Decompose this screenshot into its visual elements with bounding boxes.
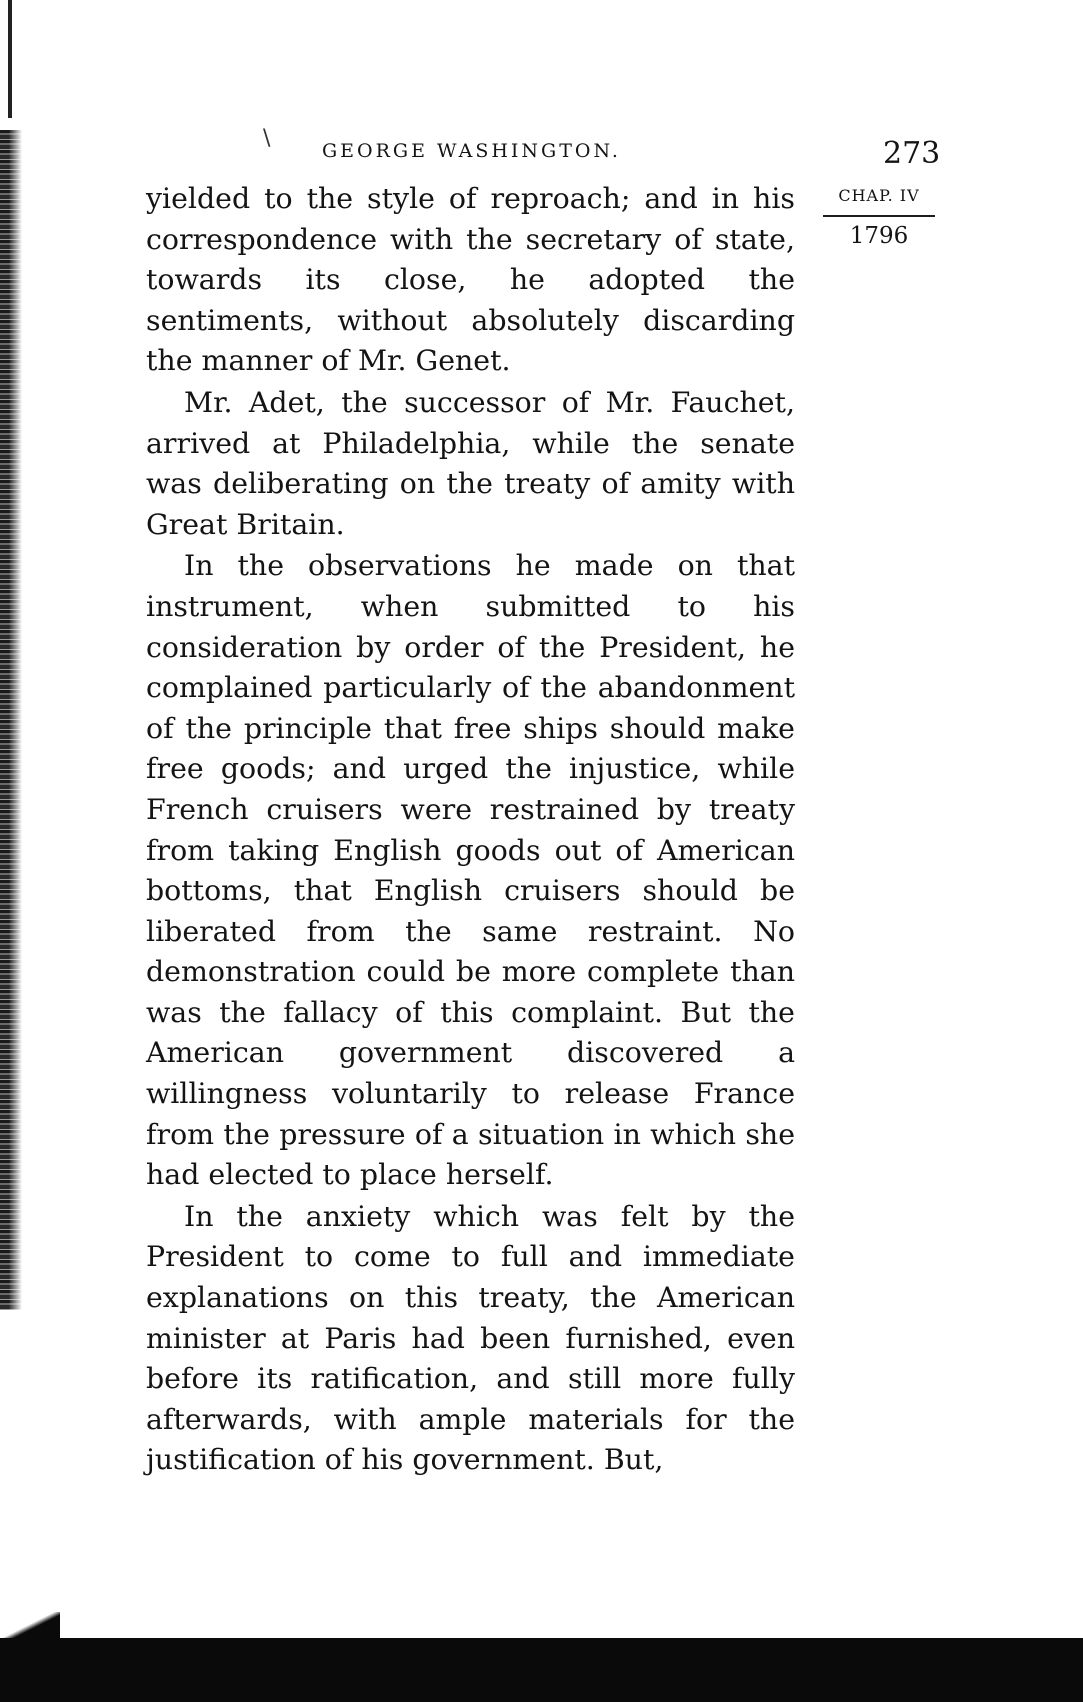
scan-bottom-edge xyxy=(0,1638,1083,1702)
stray-mark: \ xyxy=(263,126,271,151)
margin-note xyxy=(823,186,935,249)
body-text xyxy=(146,179,795,1481)
chapter-label: CHAP. IV xyxy=(838,186,920,205)
binding-edge-top xyxy=(8,0,12,118)
paragraph: yielded to the style of reproach; and in his correspondence with the secretary of state, towards its close, he adopted the sentiments, without absolutely discarding the manner of Mr. Genet. xyxy=(146,182,795,378)
running-head xyxy=(147,136,947,176)
paragraph: In the anxiety which was felt by the President to come to full and immediate explanations on this treaty, the American minister at Paris had been furnished, even before its ratification, and still more fully afterwards, with ample materials for the justification of his government. But, xyxy=(146,1199,795,1477)
running-title: GEORGE WASHINGTON. xyxy=(322,140,621,162)
year-label: 1796 xyxy=(849,223,909,249)
paragraph: In the observations he made on that instrument, when submitted to his consideration by order of the President, he complained particularly of the abandonment of the principle that free ships should make free goods; and urged the injustice, while French cruisers were restrained by treaty from taking English goods out of American bottoms, that English cruisers should be liberated from the same restraint. No demonstration could be more complete than was the fallacy of this complaint. But the American government discovered a willingness voluntarily to release France from the pressure of a situation in which she had elected to place herself. xyxy=(146,549,795,1192)
margin-rule xyxy=(823,215,935,217)
binding-edge xyxy=(0,130,22,1310)
paragraph: Mr. Adet, the successor of Mr. Fauchet, arrived at Philadelphia, while the senate was deliberating on the treaty of amity with Great Britain. xyxy=(146,385,795,541)
page-number: 273 xyxy=(883,136,941,171)
